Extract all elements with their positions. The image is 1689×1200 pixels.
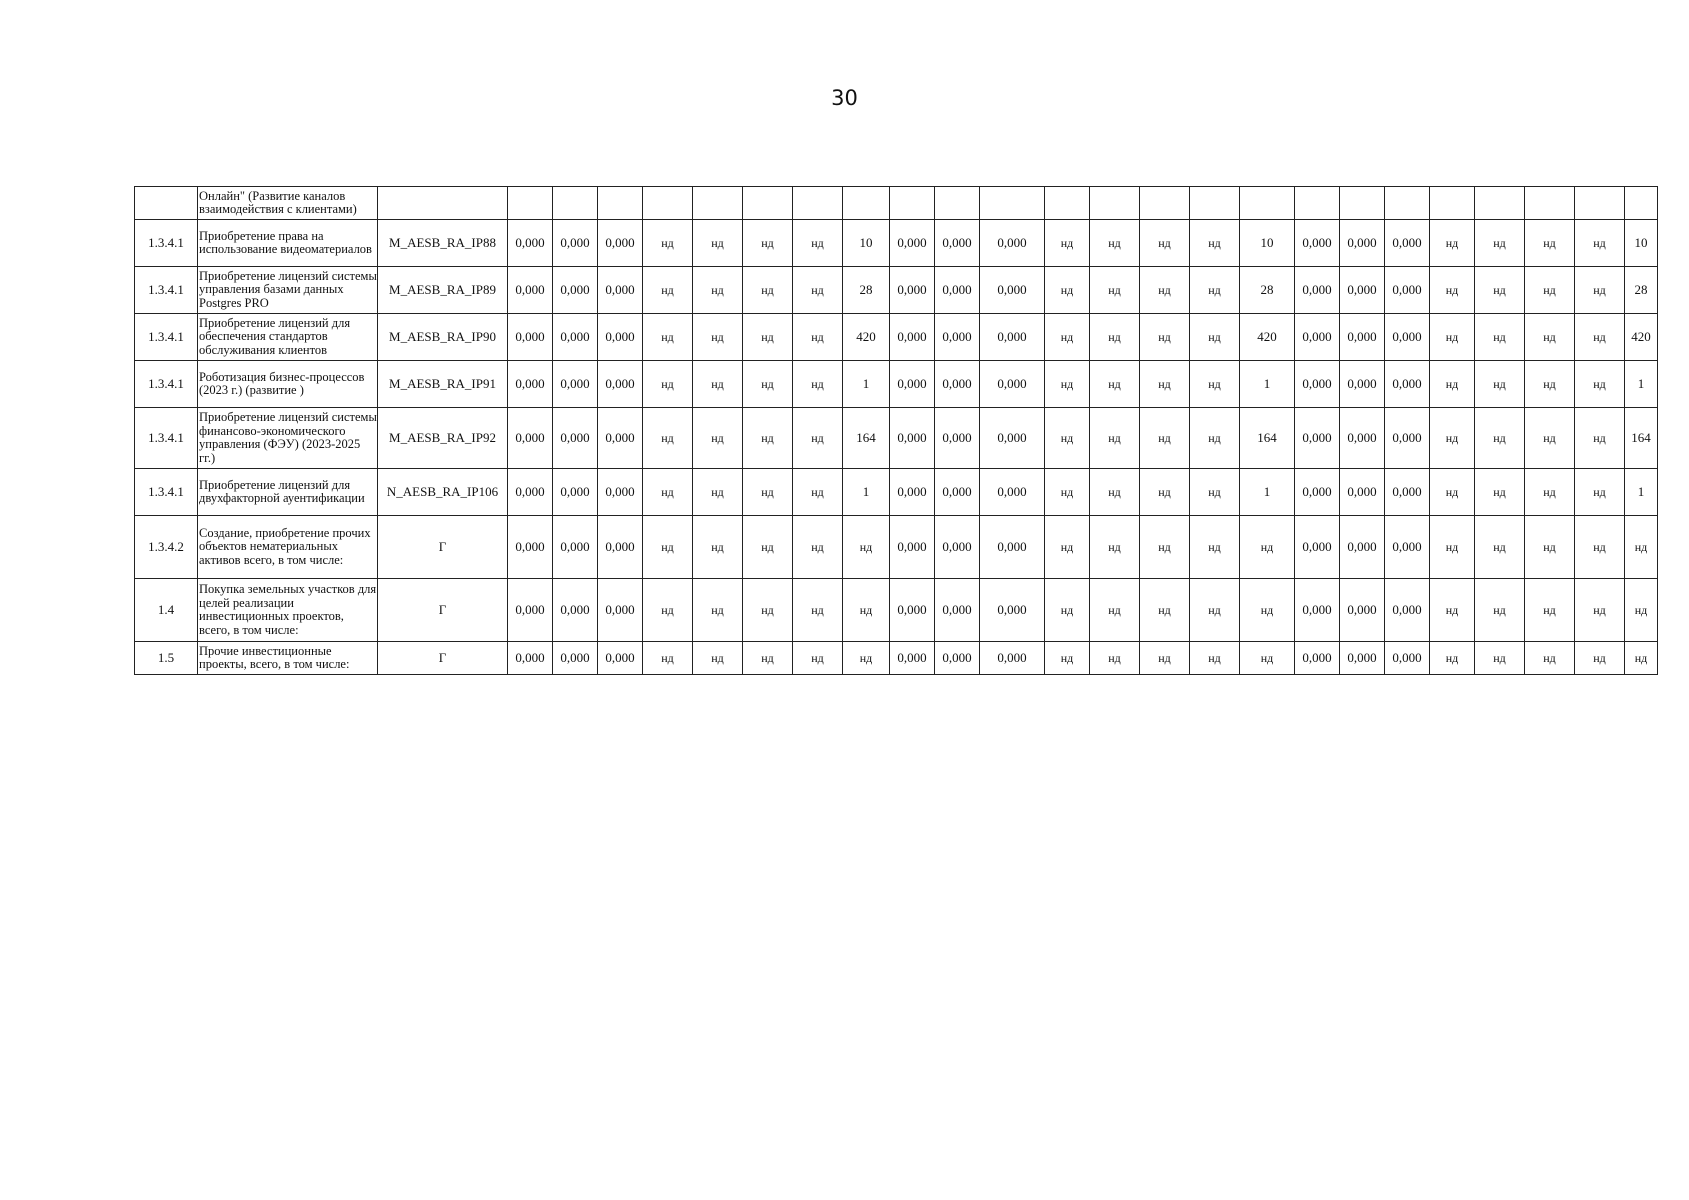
code-cell: M_AESB_RA_IP91 (378, 361, 508, 408)
value-cell: 0,000 (1295, 267, 1340, 314)
row-number-cell: 1.3.4.1 (135, 469, 198, 516)
value-cell: 0,000 (1340, 579, 1385, 642)
investment-table (134, 186, 1689, 675)
value-cell: 0,000 (890, 516, 935, 579)
value-cell: нд (643, 267, 693, 314)
value-cell: нд (1525, 516, 1575, 579)
value-cell: 164 (843, 408, 890, 469)
value-cell: нд (1045, 408, 1090, 469)
value-cell (553, 187, 598, 220)
value-cell: 420 (843, 314, 890, 361)
code-cell: Г (378, 516, 508, 579)
value-cell: нд (1525, 579, 1575, 642)
value-cell: нд (1240, 516, 1295, 579)
value-cell: 0,000 (935, 579, 980, 642)
value-cell: 10 (1240, 220, 1295, 267)
value-cell (1190, 187, 1240, 220)
value-cell: нд (693, 408, 743, 469)
code-cell: M_AESB_RA_IP90 (378, 314, 508, 361)
value-cell: нд (1430, 267, 1475, 314)
table-row (135, 408, 1689, 469)
value-cell: нд (1430, 516, 1475, 579)
value-cell: 0,000 (598, 516, 643, 579)
code-cell: M_AESB_RA_IP92 (378, 408, 508, 469)
value-cell: 0,000 (508, 267, 553, 314)
table-row (135, 361, 1689, 408)
value-cell (743, 187, 793, 220)
value-cell: нд (1575, 516, 1625, 579)
value-cell: нд (1430, 361, 1475, 408)
value-cell: нд (1430, 314, 1475, 361)
value-cell: нд (793, 314, 843, 361)
value-cell: 0,000 (508, 642, 553, 675)
value-cell: нд (1575, 361, 1625, 408)
value-cell: нд (1625, 642, 1658, 675)
description-cell: Покупка земельных участков для целей реализации инвестиционных проектов, всего, в том числе: (198, 579, 378, 642)
value-cell: нд (693, 469, 743, 516)
value-cell: нд (1140, 642, 1190, 675)
value-cell: 0,000 (890, 267, 935, 314)
value-cell: нд (743, 579, 793, 642)
value-cell (1295, 187, 1340, 220)
value-cell: 0,000 (553, 642, 598, 675)
value-cell: 10 (843, 220, 890, 267)
value-cell: 0,000 (598, 579, 643, 642)
value-cell: нд (1090, 314, 1140, 361)
value-cell: нд (643, 469, 693, 516)
value-cell: нд (793, 220, 843, 267)
value-cell: 28 (1625, 267, 1658, 314)
value-cell: 420 (1625, 314, 1658, 361)
row-number-cell: 1.3.4.1 (135, 220, 198, 267)
value-cell: 0,000 (553, 314, 598, 361)
value-cell: нд (743, 361, 793, 408)
value-cell: нд (1090, 361, 1140, 408)
value-cell (843, 187, 890, 220)
value-cell: нд (1140, 361, 1190, 408)
value-cell (1090, 187, 1140, 220)
value-cell: 0,000 (935, 469, 980, 516)
value-cell: нд (693, 516, 743, 579)
value-cell: 0,000 (980, 579, 1045, 642)
row-number-cell: 1.3.4.1 (135, 361, 198, 408)
value-cell (508, 187, 553, 220)
value-cell: нд (1045, 361, 1090, 408)
value-cell: 0,000 (935, 516, 980, 579)
value-cell: нд (743, 220, 793, 267)
value-cell: 0,000 (935, 642, 980, 675)
value-cell: нд (743, 469, 793, 516)
value-cell: 0,000 (1340, 314, 1385, 361)
value-cell: нд (1430, 469, 1475, 516)
table-row (135, 579, 1689, 642)
value-cell: нд (1140, 314, 1190, 361)
value-cell: нд (1190, 642, 1240, 675)
value-cell: нд (1140, 267, 1190, 314)
value-cell: 0,000 (980, 642, 1045, 675)
value-cell: нд (793, 267, 843, 314)
value-cell: нд (1525, 361, 1575, 408)
value-cell: нд (1240, 579, 1295, 642)
value-cell: нд (1045, 220, 1090, 267)
value-cell: нд (793, 516, 843, 579)
value-cell: 0,000 (935, 267, 980, 314)
row-number-cell (135, 187, 198, 220)
value-cell: нд (693, 220, 743, 267)
value-cell: нд (1190, 408, 1240, 469)
value-cell: 420 (1240, 314, 1295, 361)
value-cell: 0,000 (553, 579, 598, 642)
description-cell: Создание, приобретение прочих объектов нематериальных активов всего, в том числе: (198, 516, 378, 579)
value-cell: нд (1575, 267, 1625, 314)
value-cell: нд (1045, 642, 1090, 675)
value-cell: 0,000 (890, 408, 935, 469)
table-row (135, 642, 1689, 675)
value-cell: нд (1090, 267, 1140, 314)
code-cell: M_AESB_RA_IP89 (378, 267, 508, 314)
value-cell: 0,000 (890, 642, 935, 675)
value-cell: нд (1475, 314, 1525, 361)
value-cell: 0,000 (1340, 220, 1385, 267)
value-cell: 0,000 (1340, 469, 1385, 516)
value-cell: 0,000 (1295, 469, 1340, 516)
value-cell (1475, 187, 1525, 220)
value-cell (793, 187, 843, 220)
value-cell: 0,000 (1295, 314, 1340, 361)
value-cell: 0,000 (890, 314, 935, 361)
description-cell: Приобретение лицензий системы управления базами данных Postgres PRO (198, 267, 378, 314)
value-cell: 1 (1240, 469, 1295, 516)
value-cell: 0,000 (1340, 361, 1385, 408)
value-cell: нд (1190, 579, 1240, 642)
value-cell: нд (1525, 314, 1575, 361)
value-cell: нд (1045, 267, 1090, 314)
value-cell: нд (1575, 642, 1625, 675)
value-cell: 0,000 (1340, 642, 1385, 675)
value-cell: нд (1190, 314, 1240, 361)
value-cell: нд (1475, 267, 1525, 314)
description-cell: Прочие инвестиционные проекты, всего, в том числе: (198, 642, 378, 675)
value-cell: 0,000 (1385, 579, 1430, 642)
value-cell: нд (743, 267, 793, 314)
code-cell: Г (378, 642, 508, 675)
value-cell: нд (1090, 220, 1140, 267)
value-cell: нд (1475, 220, 1525, 267)
value-cell: 0,000 (1385, 361, 1430, 408)
value-cell: 0,000 (1295, 642, 1340, 675)
code-cell: N_AESB_RA_IP106 (378, 469, 508, 516)
value-cell (1525, 187, 1575, 220)
value-cell: нд (1575, 579, 1625, 642)
value-cell: нд (1190, 516, 1240, 579)
value-cell: нд (693, 314, 743, 361)
value-cell: 0,000 (890, 579, 935, 642)
value-cell: нд (643, 314, 693, 361)
value-cell: нд (1140, 408, 1190, 469)
value-cell (1625, 187, 1658, 220)
table-row (135, 187, 1689, 220)
value-cell: нд (1430, 579, 1475, 642)
value-cell (935, 187, 980, 220)
value-cell: 0,000 (935, 314, 980, 361)
value-cell: нд (1190, 220, 1240, 267)
value-cell: 0,000 (1295, 220, 1340, 267)
value-cell: 0,000 (980, 314, 1045, 361)
value-cell: 0,000 (508, 469, 553, 516)
value-cell: нд (643, 579, 693, 642)
value-cell: нд (643, 408, 693, 469)
value-cell: 0,000 (1295, 579, 1340, 642)
value-cell: нд (643, 361, 693, 408)
value-cell: 0,000 (1385, 516, 1430, 579)
value-cell: 0,000 (1385, 642, 1430, 675)
value-cell: 0,000 (980, 408, 1045, 469)
value-cell: 0,000 (1295, 408, 1340, 469)
value-cell: нд (743, 314, 793, 361)
value-cell: нд (1575, 314, 1625, 361)
value-cell: 0,000 (935, 220, 980, 267)
value-cell: 1 (1240, 361, 1295, 408)
value-cell: нд (1625, 516, 1658, 579)
description-cell: Приобретение права на использование видеоматериалов (198, 220, 378, 267)
value-cell: нд (1475, 642, 1525, 675)
value-cell: 0,000 (890, 361, 935, 408)
value-cell: нд (1475, 469, 1525, 516)
value-cell: нд (843, 579, 890, 642)
value-cell: 0,000 (598, 220, 643, 267)
value-cell: 1 (1625, 469, 1658, 516)
value-cell: нд (793, 408, 843, 469)
value-cell: 0,000 (1295, 361, 1340, 408)
value-cell: 0,000 (553, 220, 598, 267)
row-number-cell: 1.5 (135, 642, 198, 675)
value-cell: 0,000 (508, 361, 553, 408)
value-cell: нд (743, 516, 793, 579)
value-cell: 0,000 (1385, 314, 1430, 361)
value-cell: 0,000 (598, 361, 643, 408)
value-cell: нд (1575, 408, 1625, 469)
row-number-cell: 1.3.4.2 (135, 516, 198, 579)
value-cell: 0,000 (980, 267, 1045, 314)
description-cell: Приобретение лицензий для двухфакторной ауентификации (198, 469, 378, 516)
value-cell: 0,000 (980, 469, 1045, 516)
description-cell: Роботизация бизнес-процессов (2023 г.) (развитие ) (198, 361, 378, 408)
value-cell: 0,000 (890, 469, 935, 516)
code-cell (378, 187, 508, 220)
value-cell: 1 (1625, 361, 1658, 408)
value-cell: нд (1525, 267, 1575, 314)
value-cell: нд (1525, 642, 1575, 675)
value-cell: нд (843, 642, 890, 675)
value-cell: 0,000 (890, 220, 935, 267)
value-cell: 10 (1625, 220, 1658, 267)
value-cell: нд (1625, 579, 1658, 642)
value-cell: 0,000 (508, 408, 553, 469)
value-cell: нд (643, 642, 693, 675)
value-cell: нд (793, 579, 843, 642)
value-cell: 0,000 (1340, 267, 1385, 314)
value-cell: 0,000 (1295, 516, 1340, 579)
value-cell: нд (1430, 408, 1475, 469)
value-cell: нд (1525, 408, 1575, 469)
value-cell: нд (1140, 516, 1190, 579)
value-cell: нд (693, 579, 743, 642)
value-cell: нд (1430, 642, 1475, 675)
row-number-cell: 1.3.4.1 (135, 314, 198, 361)
value-cell: 0,000 (598, 314, 643, 361)
table-row (135, 220, 1689, 267)
value-cell: нд (643, 516, 693, 579)
value-cell: нд (1090, 579, 1140, 642)
value-cell: нд (793, 469, 843, 516)
value-cell: 28 (1240, 267, 1295, 314)
value-cell: нд (1140, 469, 1190, 516)
value-cell (1385, 187, 1430, 220)
value-cell: 0,000 (1385, 267, 1430, 314)
value-cell: нд (1190, 361, 1240, 408)
description-cell: Приобретение лицензий системы финансово-экономического управления (ФЭУ) (2023-2025 гг.) (198, 408, 378, 469)
value-cell: 0,000 (553, 469, 598, 516)
value-cell: нд (843, 516, 890, 579)
value-cell: 0,000 (553, 267, 598, 314)
value-cell: 0,000 (1385, 408, 1430, 469)
value-cell: нд (1090, 516, 1140, 579)
value-cell: нд (693, 267, 743, 314)
value-cell: нд (743, 642, 793, 675)
value-cell: нд (1090, 642, 1140, 675)
value-cell: нд (1525, 220, 1575, 267)
value-cell: 0,000 (980, 361, 1045, 408)
value-cell: нд (1575, 220, 1625, 267)
table-row (135, 314, 1689, 361)
code-cell: Г (378, 579, 508, 642)
value-cell: 0,000 (553, 408, 598, 469)
table-row (135, 469, 1689, 516)
value-cell: 0,000 (598, 408, 643, 469)
value-cell: нд (1240, 642, 1295, 675)
value-cell: 0,000 (1340, 408, 1385, 469)
value-cell: 28 (843, 267, 890, 314)
value-cell: 0,000 (553, 516, 598, 579)
value-cell: нд (1475, 516, 1525, 579)
value-cell: нд (1575, 469, 1625, 516)
value-cell: 0,000 (508, 579, 553, 642)
row-number-cell: 1.4 (135, 579, 198, 642)
value-cell: нд (693, 642, 743, 675)
value-cell (1240, 187, 1295, 220)
value-cell: 0,000 (980, 220, 1045, 267)
table-row (135, 267, 1689, 314)
value-cell: нд (793, 361, 843, 408)
row-number-cell: 1.3.4.1 (135, 267, 198, 314)
row-number-cell: 1.3.4.1 (135, 408, 198, 469)
value-cell (1575, 187, 1625, 220)
table-row (135, 516, 1689, 579)
value-cell: нд (1045, 579, 1090, 642)
value-cell: 0,000 (508, 314, 553, 361)
value-cell: 0,000 (935, 361, 980, 408)
value-cell (1045, 187, 1090, 220)
value-cell: нд (1090, 408, 1140, 469)
value-cell: нд (1525, 469, 1575, 516)
value-cell: 1 (843, 361, 890, 408)
value-cell: 164 (1240, 408, 1295, 469)
value-cell (598, 187, 643, 220)
value-cell (693, 187, 743, 220)
value-cell: 164 (1625, 408, 1658, 469)
value-cell: нд (1475, 579, 1525, 642)
value-cell: нд (793, 642, 843, 675)
value-cell: 0,000 (508, 220, 553, 267)
value-cell: 0,000 (508, 516, 553, 579)
value-cell: 0,000 (598, 469, 643, 516)
value-cell: нд (643, 220, 693, 267)
value-cell: 0,000 (980, 516, 1045, 579)
value-cell: 0,000 (1340, 516, 1385, 579)
value-cell: нд (1475, 408, 1525, 469)
value-cell: нд (693, 361, 743, 408)
value-cell: нд (1190, 267, 1240, 314)
value-cell: нд (1045, 516, 1090, 579)
value-cell: нд (1190, 469, 1240, 516)
value-cell (643, 187, 693, 220)
value-cell: нд (1045, 469, 1090, 516)
description-cell: Онлайн" (Развитие каналов взаимодействия с клиентами) (198, 187, 378, 220)
value-cell (890, 187, 935, 220)
value-cell: нд (1045, 314, 1090, 361)
value-cell (1140, 187, 1190, 220)
value-cell: нд (1090, 469, 1140, 516)
value-cell: нд (1140, 220, 1190, 267)
value-cell: 0,000 (935, 408, 980, 469)
value-cell: 0,000 (598, 642, 643, 675)
value-cell: нд (1140, 579, 1190, 642)
value-cell: нд (743, 408, 793, 469)
value-cell: нд (1475, 361, 1525, 408)
value-cell: 0,000 (1385, 220, 1430, 267)
value-cell (980, 187, 1045, 220)
page-number: 30 (831, 86, 858, 110)
value-cell: 0,000 (1385, 469, 1430, 516)
value-cell: 1 (843, 469, 890, 516)
value-cell (1340, 187, 1385, 220)
value-cell: 0,000 (553, 361, 598, 408)
value-cell: нд (1430, 220, 1475, 267)
value-cell: 0,000 (598, 267, 643, 314)
description-cell: Приобретение лицензий для обеспечения стандартов обслуживания клиентов (198, 314, 378, 361)
code-cell: M_AESB_RA_IP88 (378, 220, 508, 267)
value-cell (1430, 187, 1475, 220)
